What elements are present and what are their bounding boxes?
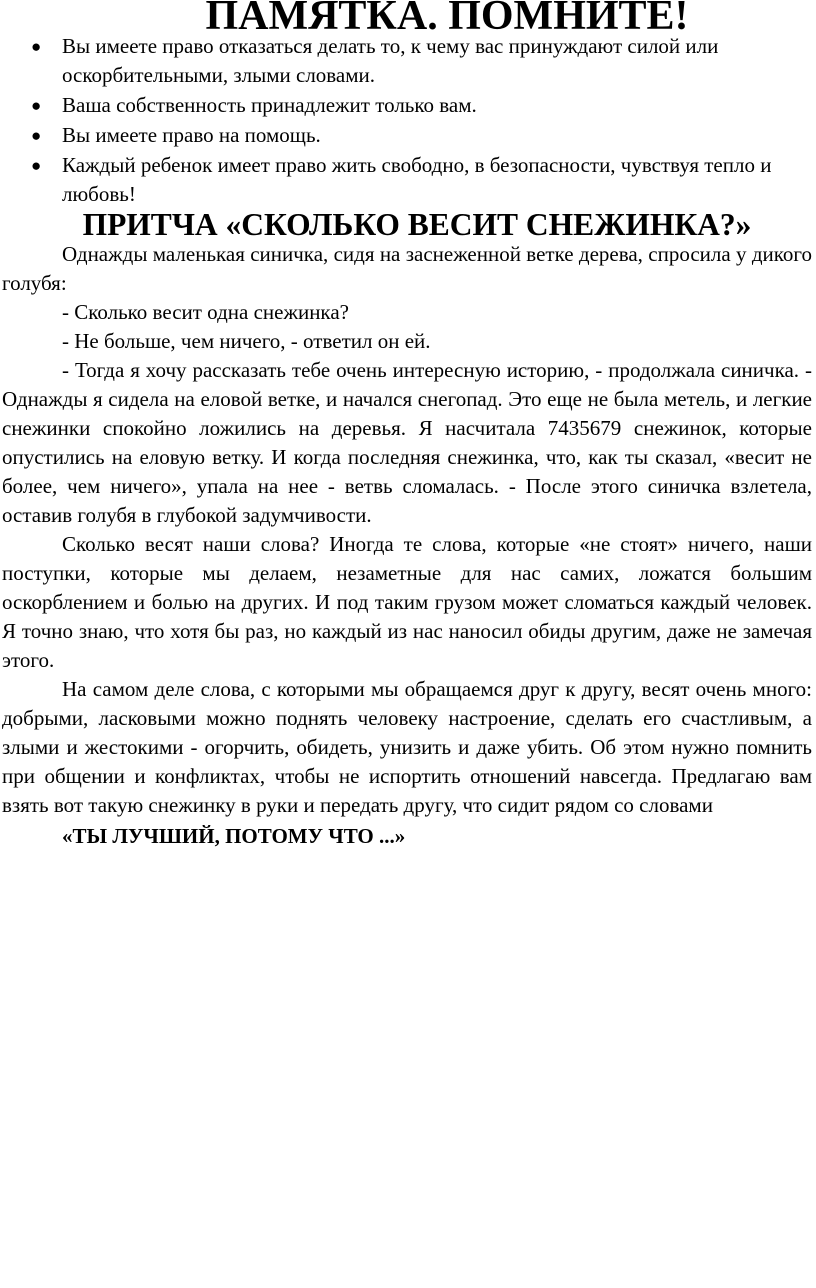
parable-answer: - Не больше, чем ничего, - ответил он ей. [62,329,431,353]
memo-item-text: Вы имеете право на помощь. [62,123,321,147]
closing-phrase: «ТЫ ЛУЧШИЙ, ПОТОМУ ЧТО ...» [62,824,406,848]
parable-conclusion: На самом деле слова, с которыми мы обращаемся друг к другу, весят очень много: добрыми, ласковыми можно поднять человеку настроение, сделать его счастливым, а злыми и жестокими - огорчить, обидеть, унизить и даже убить. Об этом нужно помнить при общении и конфликтах, чтобы не испортить отношений навсегда. Предлагаю вам взять вот такую снежинку в руки и передать другу, что сидит рядом со словами [2,677,812,817]
memo-list [2,32,812,209]
bullet-icon: ● [31,156,42,175]
memo-item [2,121,812,150]
parable-question: - Сколько весит одна снежинка? [62,300,349,324]
memo-title: ПАМЯТКА. ПОМНИТЕ! [205,0,689,39]
parable-reflection: Сколько весят наши слова? Иногда те слова, которые «не стоят» ничего, наши поступки, которые мы делаем, незаметные для нас самих, ложатся большим оскорблением и болью на других. И под таким грузом может сломаться каждый человек. Я точно знаю, что хотя бы раз, но каждый из нас наносил обиды другим, даже не замечая этого. [2,532,812,672]
bullet-icon: ● [31,126,42,145]
memo-item-text: Каждый ребенок имеет право жить свободно, в безопасности, чувствуя тепло и любовь! [62,153,772,206]
bullet-icon: ● [31,96,42,115]
bullet-icon: ● [31,37,42,56]
parable-intro: Однажды маленькая синичка, сидя на заснеженной ветке дерева, спросила у дикого голубя: [2,242,812,295]
parable-story: - Тогда я хочу рассказать тебе очень интересную историю, - продолжала синичка. - Однажды я сидела на еловой ветке, и начался снегопад. Это еще не была метель, и легкие снежинки спокойно ложились на деревья. Я насчитала 7435679 снежинок, которые опустились на еловую ветку. И когда последняя снежинка, что, как ты сказал, «весит не более, чем ничего», упала на нее - ветвь сломалась. - После этого синичка взлетела, оставив голубя в глубокой задумчивости. [2,358,812,527]
memo-item-text: Ваша собственность принадлежит только вам. [62,93,477,117]
memo-item [2,32,812,90]
memo-item-text: Вы имеете право отказаться делать то, к чему вас принуждают силой или оскорбительными, злыми словами. [62,34,719,87]
memo-item [2,151,812,209]
memo-item [2,91,812,120]
parable-title: ПРИТЧА «СКОЛЬКО ВЕСИТ СНЕЖИНКА?» [82,207,752,242]
